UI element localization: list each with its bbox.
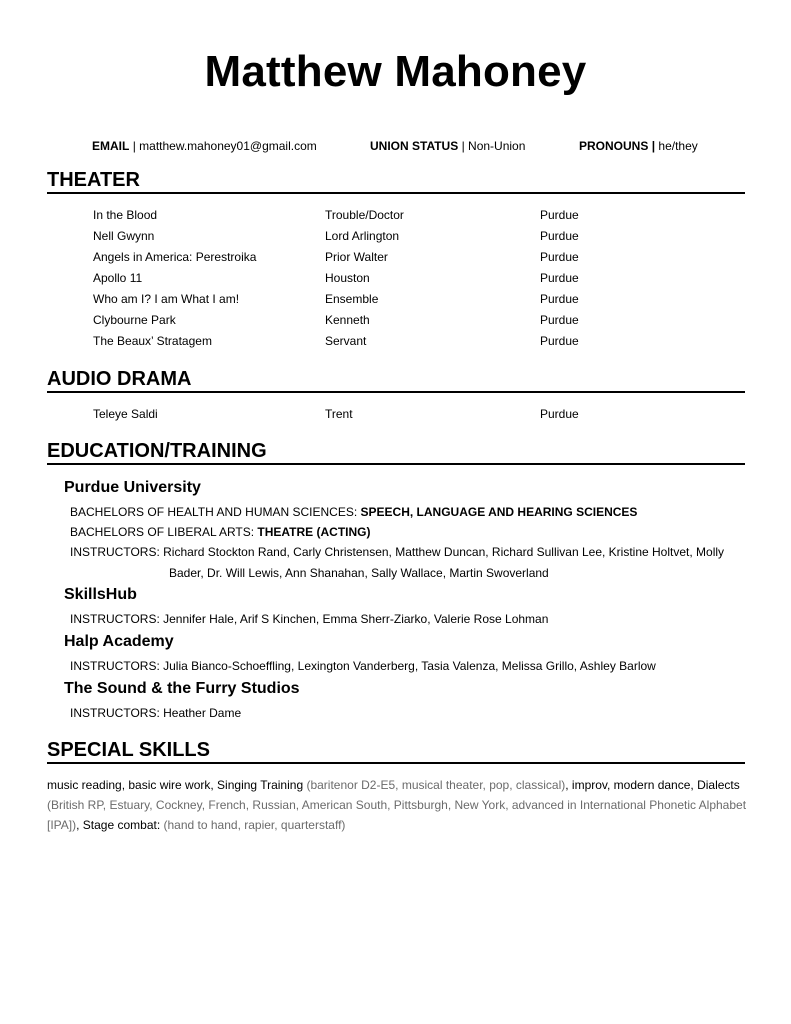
pronouns-label: PRONOUNS: [579, 139, 649, 153]
credit-title: Who am I? I am What I am!: [93, 292, 240, 306]
credit-venue: Purdue: [540, 208, 579, 222]
credit-role: Trouble/Doctor: [325, 208, 404, 222]
skills-text: , improv, modern dance, Dialects: [565, 778, 740, 792]
union-label: UNION STATUS: [370, 139, 459, 153]
credit-row: [0, 406, 791, 422]
degree-line: [70, 504, 637, 520]
credit-venue: Purdue: [540, 313, 579, 327]
school-skillshub: SkillsHub: [64, 586, 137, 603]
separator: |: [461, 139, 465, 153]
contact-union: [370, 138, 525, 154]
credit-row: [0, 312, 791, 328]
credit-row: [0, 228, 791, 244]
degree-major: SPEECH, LANGUAGE AND HEARING SCIENCES: [360, 505, 638, 519]
credit-row: [0, 333, 791, 349]
contact-email: [92, 138, 317, 154]
contact-pronouns: [579, 138, 698, 154]
credit-title: The Beaux’ Stratagem: [93, 334, 212, 348]
skills-detail: (baritenor D2-E5, musical theater, pop, classical): [306, 778, 566, 792]
credit-venue: Purdue: [540, 334, 579, 348]
credit-title: Angels in America: Perestroika: [93, 250, 257, 264]
instructors-line: INSTRUCTORS: Jennifer Hale, Arif S Kinchen, Emma Sherr-Ziarko, Valerie Rose Lohman: [70, 612, 549, 626]
degree-prefix: BACHELORS OF LIBERAL ARTS:: [70, 525, 255, 539]
credit-role: Houston: [325, 271, 370, 285]
email-value[interactable]: matthew.mahoney01@gmail.com: [139, 139, 317, 153]
credit-venue: Purdue: [540, 292, 579, 306]
instructors-line: INSTRUCTORS: Julia Bianco-Schoeffling, Lexington Vanderberg, Tasia Valenza, Melissa Grillo, Ashley Barlow: [70, 659, 656, 673]
credit-role: Ensemble: [325, 292, 379, 306]
degree-major: THEATRE (ACTING): [257, 525, 371, 539]
credit-title: Teleye Saldi: [93, 407, 158, 421]
credit-venue: Purdue: [540, 407, 579, 421]
instructors-line-continued: Bader, Dr. Will Lewis, Ann Shanahan, Sally Wallace, Martin Swoverland: [169, 566, 549, 580]
instructors-line: INSTRUCTORS: Heather Dame: [70, 706, 242, 720]
email-label: EMAIL: [92, 139, 130, 153]
section-heading-special-skills: SPECIAL SKILLS: [47, 738, 745, 764]
skills-text: , Stage combat:: [76, 818, 164, 832]
section-heading-theater: THEATER: [47, 168, 745, 194]
credit-row: [0, 207, 791, 223]
skills-detail: (hand to hand, rapier, quarterstaff): [163, 818, 346, 832]
instructors-line: INSTRUCTORS: Richard Stockton Rand, Carly Christensen, Matthew Duncan, Richard Sullivan Lee, Kristine Holtvet, Molly: [70, 545, 725, 559]
credit-venue: Purdue: [540, 271, 579, 285]
credit-role: Trent: [325, 407, 353, 421]
credit-title: Clybourne Park: [93, 313, 176, 327]
separator: |: [651, 139, 656, 153]
credit-role: Lord Arlington: [325, 229, 400, 243]
credit-venue: Purdue: [540, 229, 579, 243]
section-heading-education: EDUCATION/TRAINING: [47, 439, 745, 465]
school-sound-furry: The Sound & the Furry Studios: [64, 680, 300, 697]
school-halp-academy: Halp Academy: [64, 633, 174, 650]
pronouns-value: he/they: [658, 139, 698, 153]
section-heading-audio-drama: AUDIO DRAMA: [47, 367, 745, 393]
credit-title: In the Blood: [93, 208, 158, 222]
skills-detail: (British RP, Estuary, Cockney, French, Russian, American South, Pittsburgh, New York, advanced in International Phonetic Alphabet [IPA]): [47, 798, 747, 832]
credit-row: [0, 291, 791, 307]
resume-name: Matthew Mahoney: [204, 47, 587, 96]
credit-row: [0, 270, 791, 286]
union-value: Non-Union: [468, 139, 526, 153]
degree-prefix: BACHELORS OF HEALTH AND HUMAN SCIENCES:: [70, 505, 358, 519]
degree-line: [70, 524, 371, 540]
credit-role: Servant: [325, 334, 367, 348]
credit-role: Prior Walter: [325, 250, 388, 264]
credit-venue: Purdue: [540, 250, 579, 264]
special-skills-text: [47, 775, 747, 835]
credit-title: Nell Gwynn: [93, 229, 155, 243]
skills-text: music reading, basic wire work, Singing Training: [47, 778, 307, 792]
credit-title: Apollo 11: [93, 271, 143, 285]
credit-role: Kenneth: [325, 313, 370, 327]
credit-row: [0, 249, 791, 265]
separator: |: [132, 139, 136, 153]
school-purdue: Purdue University: [64, 479, 201, 496]
